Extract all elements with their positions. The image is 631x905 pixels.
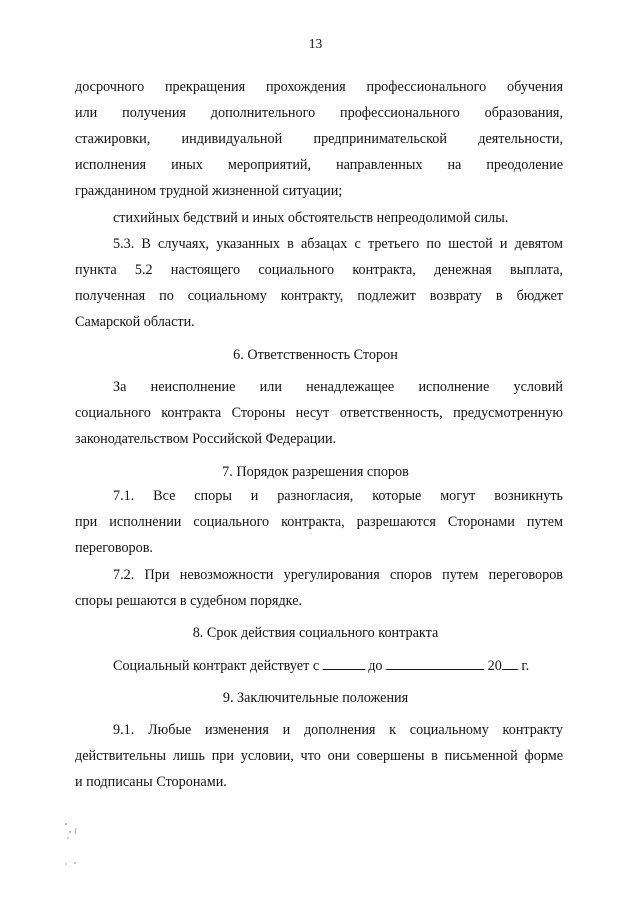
paragraph-line: полученная по социальному контракту, подлежит возврату в бюджет	[75, 288, 563, 304]
section-6-heading: 6. Ответственность Сторон	[233, 347, 398, 363]
paragraph-line: при исполнении социального контракта, разрешаются Сторонами путем	[75, 514, 563, 530]
paragraph-line: споры решаются в судебном порядке.	[75, 593, 303, 609]
clause-7-1-line: 7.1. Все споры и разногласия, которые могут возникнуть	[113, 488, 563, 504]
term-to: до	[368, 658, 383, 674]
end-date-blank[interactable]	[386, 655, 484, 670]
paragraph-line: Самарской области.	[75, 314, 195, 330]
term-prefix: Социальный контракт действует с	[113, 658, 320, 674]
paragraph-line: стажировки, индивидуальной предпринимательской деятельности,	[75, 131, 563, 147]
page-number: 13	[308, 36, 323, 51]
paragraph-line: переговоров.	[75, 540, 153, 556]
section-8-heading: 8. Срок действия социального контракта	[192, 625, 439, 641]
paragraph-line: исполнения иных мероприятий, направленных на преодоление	[75, 157, 563, 173]
clause-7-2-line: 7.2. При невозможности урегулирования споров путем переговоров	[113, 567, 563, 583]
paragraph-line: и подписаны Сторонами.	[75, 774, 227, 790]
paragraph-line: законодательством Российской Федерации.	[75, 431, 337, 447]
paragraph-line: пункта 5.2 настоящего социального контракта, денежная выплата,	[75, 262, 563, 278]
term-suffix: г.	[521, 658, 530, 674]
year-blank[interactable]	[502, 655, 518, 670]
paragraph-line: стихийных бедствий и иных обстоятельств непреодолимой силы.	[113, 210, 509, 226]
paragraph-line: социального контракта Стороны несут ответственность, предусмотренную	[75, 405, 563, 421]
section-7-heading: 7. Порядок разрешения споров	[222, 464, 409, 480]
scan-specks	[62, 820, 92, 880]
clause-9-1-line: 9.1. Любые изменения и дополнения к социальному контракту	[113, 722, 563, 738]
start-date-blank[interactable]	[323, 655, 365, 670]
paragraph-line: гражданином трудной жизненной ситуации;	[75, 183, 343, 199]
section-9-heading: 9. Заключительные положения	[222, 690, 409, 706]
term-year: 20	[487, 658, 502, 674]
clause-5-3-line: 5.3. В случаях, указанных в абзацах с третьего по шестой и девятом	[113, 236, 563, 252]
contract-term-line	[113, 655, 563, 675]
paragraph-line: досрочного прекращения прохождения профессионального обучения	[75, 79, 563, 95]
paragraph-line: За неисполнение или ненадлежащее исполнение условий	[113, 379, 563, 395]
paragraph-line: действительны лишь при условии, что они совершены в письменной форме	[75, 748, 563, 764]
paragraph-line: или получения дополнительного профессионального образования,	[75, 105, 563, 121]
